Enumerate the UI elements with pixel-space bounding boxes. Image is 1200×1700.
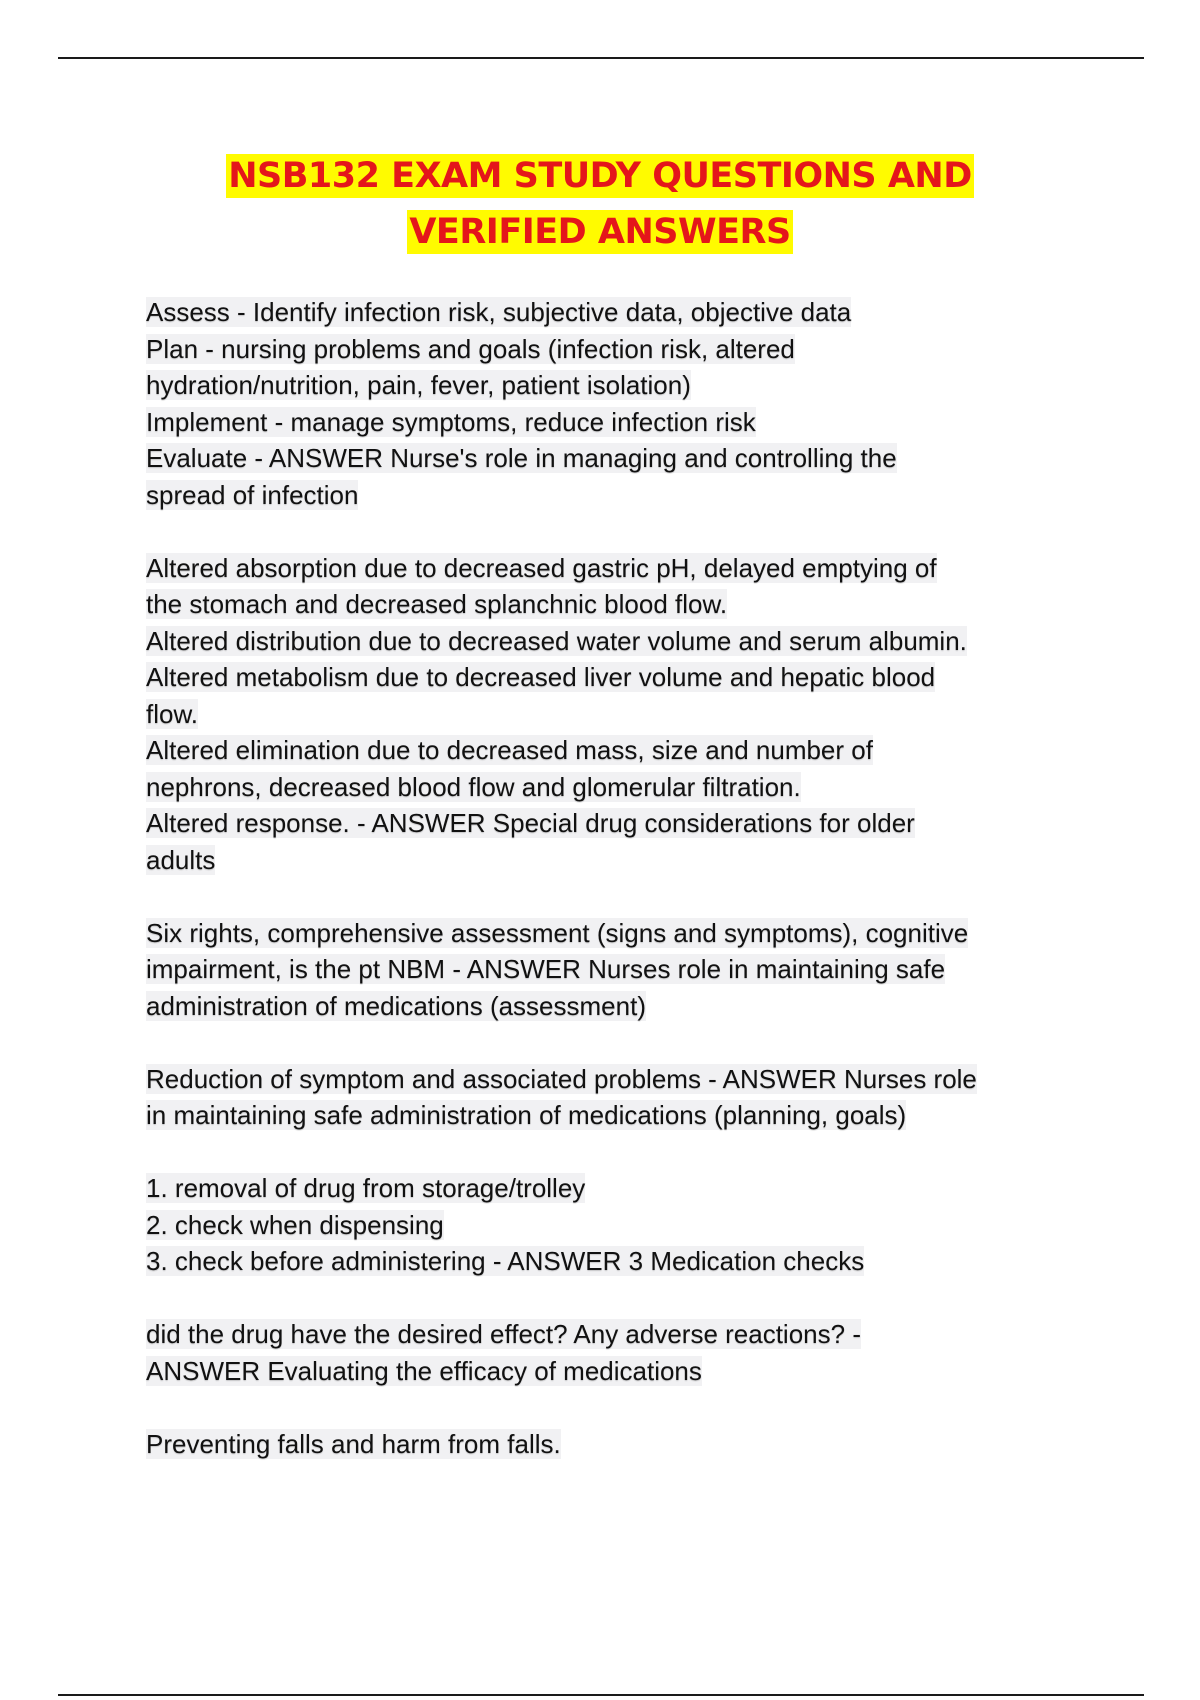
qa-block	[146, 1316, 1076, 1389]
text-line: nephrons, decreased blood flow and glomerular filtration.	[146, 771, 801, 802]
qa-block	[146, 915, 1076, 1025]
text-line: the stomach and decreased splanchnic blood flow.	[146, 589, 728, 619]
text-line: ANSWER Evaluating the efficacy of medications	[146, 1355, 702, 1386]
text-line: Reduction of symptom and associated problems - ANSWER Nurses role	[146, 1063, 977, 1094]
title-line-1: NSB132 EXAM STUDY QUESTIONS AND	[228, 156, 972, 196]
text-line: spread of infection	[146, 479, 359, 510]
qa-block	[146, 550, 1076, 879]
text-line: 2. check when dispensing	[146, 1209, 444, 1240]
text-line: Altered distribution due to decreased water volume and serum albumin.	[146, 625, 967, 656]
text-line: Altered elimination due to decreased mass, size and number of	[146, 735, 873, 765]
text-line: Altered response. - ANSWER Special drug considerations for older	[146, 808, 915, 838]
qa-block	[146, 294, 1076, 513]
document-title	[0, 148, 1200, 260]
text-line: Altered absorption due to decreased gastric pH, delayed emptying of	[146, 552, 937, 583]
qa-block	[146, 1170, 1076, 1280]
text-line: Evaluate - ANSWER Nurse's role in managing and controlling the	[146, 443, 897, 473]
text-line: flow.	[146, 698, 199, 729]
qa-block	[146, 1426, 1076, 1463]
text-line: impairment, is the pt NBM - ANSWER Nurses role in maintaining safe	[146, 954, 946, 984]
document-body	[146, 294, 1076, 1499]
text-line: in maintaining safe administration of medications (planning, goals)	[146, 1100, 907, 1130]
text-line: administration of medications (assessment)	[146, 990, 646, 1021]
text-line: 1. removal of drug from storage/trolley	[146, 1173, 586, 1203]
text-line: Assess - Identify infection risk, subjective data, objective data	[146, 297, 852, 327]
text-line: Altered metabolism due to decreased liver volume and hepatic blood	[146, 662, 936, 692]
footer-rule	[58, 1694, 1144, 1696]
text-line: adults	[146, 844, 216, 875]
text-line: Implement - manage symptoms, reduce infection risk	[146, 406, 756, 437]
text-line: 3. check before administering - ANSWER 3 Medication checks	[146, 1246, 865, 1276]
text-line: did the drug have the desired effect? Any adverse reactions? -	[146, 1319, 861, 1349]
title-line-2: VERIFIED ANSWERS	[409, 212, 791, 252]
text-line: Six rights, comprehensive assessment (signs and symptoms), cognitive	[146, 917, 969, 948]
text-line: Plan - nursing problems and goals (infection risk, altered	[146, 333, 795, 364]
qa-block	[146, 1061, 1076, 1134]
text-line: hydration/nutrition, pain, fever, patient isolation)	[146, 370, 691, 400]
text-line: Preventing falls and harm from falls.	[146, 1428, 561, 1459]
header-rule	[58, 57, 1144, 59]
